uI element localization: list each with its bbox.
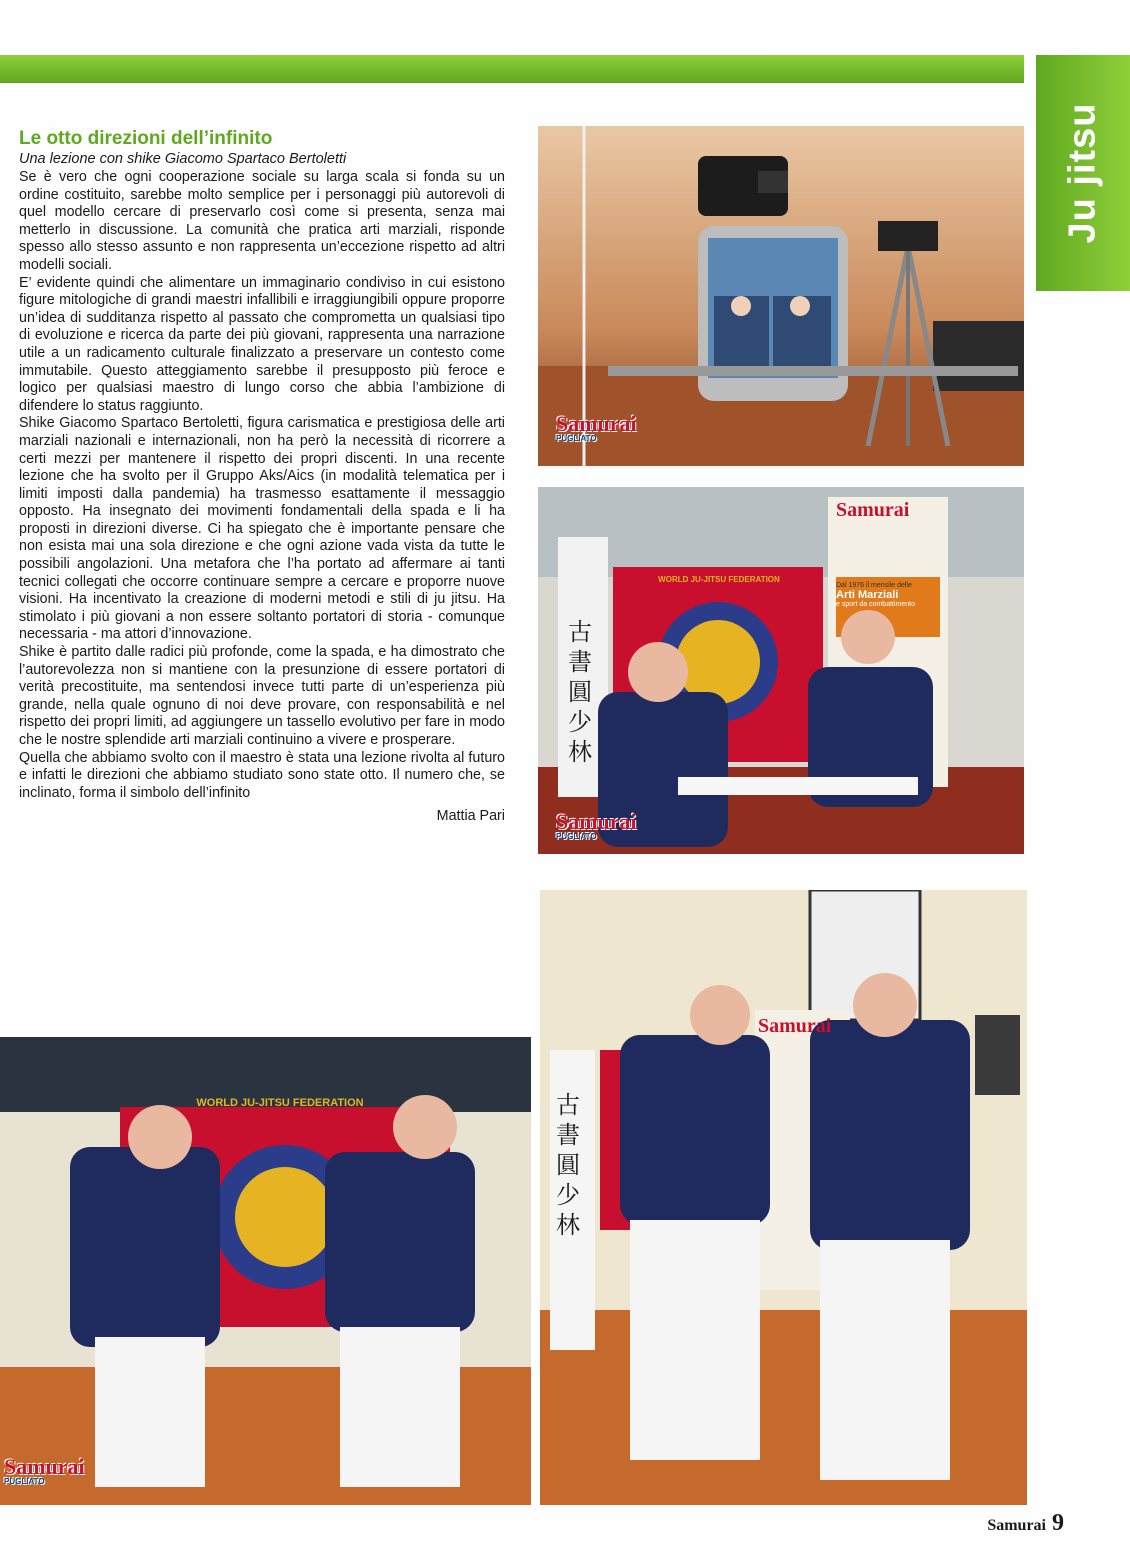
article-author: Mattia Pari xyxy=(436,808,505,825)
top-color-bar xyxy=(0,55,1024,83)
section-tab xyxy=(1036,55,1130,291)
banner-line3: e sport da combattimento xyxy=(836,601,915,608)
footer-magazine: Samurai xyxy=(987,1517,1046,1534)
photo-demonstration-right xyxy=(540,890,1027,1505)
watermark-text: Samurai xyxy=(4,1454,85,1479)
banner-brand: Samurai xyxy=(836,499,910,521)
article-title: Le otto direzioni dell’infinito xyxy=(19,128,273,149)
paragraph: Shike è partito dalle radici più profonde, come la spada, e ha dimostrato che l’autorevolezza non si mantiene con la presunzione di essere portatori di verità precostituite, ma sentendosi invece tutti parte di un’esperienza più grande, nella quale ognuno di noi deve provare, con responsabilità e nel rispetto dei propri limiti, ad aggiungere un tassello evolutivo per fare in modo che le nostre splendide arti marziali continuino a vivere e prosperare. xyxy=(19,644,505,748)
photo-watermark xyxy=(556,411,637,443)
promo-banner xyxy=(836,499,948,608)
kanji-banner: 古書圓少林 xyxy=(556,1091,580,1239)
paragraph: Se è vero che ogni cooperazione sociale su larga scala si fonda su un ordine costituito, sarebbe molto semplice per i personaggi più autorevoli di quel modello cercare di preservarlo così come si presenta, senza mai metterlo in discussione. La comunità che pratica arti marziali, risponde spesso allo stesso assunto e non rappresenta un’eccezione rispetto ad altri modelli sociali. xyxy=(19,169,505,273)
watermark-text: Samurai xyxy=(556,809,637,834)
article-subtitle: Una lezione con shike Giacomo Spartaco Bertoletti xyxy=(19,151,347,167)
paragraph: Shike Giacomo Spartaco Bertoletti, figura carismatica e prestigiosa delle arti marziali nazionali e internazionali, non ha però la necessità di ricorrere a certi mezzi per mantenere il rispetto dei propri discenti. In una recente lezione che ha svolto per il Gruppo Aks/Aics (in modalità telematica per i limiti imposti dalla pandemia) ha trasmesso esattamente il messaggio opposto. Ha insegnato dei movimenti fondamentali della spada e li ha proposti in direzioni diverse. Ci ha spiegato che è importante pensare che non esista mai una sola direzione e che ogni azione vada vista da tutte le possibili angolazioni. Una metafora che l’ha portato ad affermare ai tanti tecnici collegati che occorre continuare sempre a cercare e proporre nuove visioni. Ha incentivato la creazione di moderni metodi e stili di ju jitsu. Ha stimolato i più giovani a non essere soltanto portatori di storia - comunque necessaria - ma attori d’innovazione. xyxy=(19,415,505,643)
banner-brand: Samurai xyxy=(758,1015,832,1037)
section-tab-label: Ju jitsu xyxy=(1061,102,1104,244)
flag-text: WORLD JU-JITSU FEDERATION xyxy=(196,1097,364,1109)
watermark-text: Samurai xyxy=(556,411,637,436)
page-footer xyxy=(987,1510,1064,1537)
paragraph: Quella che abbiamo svolto con il maestro è stata una lezione rivolta al futuro e infatti le direzioni che abbiamo studiato sono state otto. Il numero che, se inclinato, forma il simbolo dell’infinito xyxy=(19,749,505,801)
flag-text: WORLD JU-JITSU FEDERATION xyxy=(658,575,780,584)
photo-video-setup xyxy=(538,126,1024,466)
watermark-tag: PUGLIATO xyxy=(4,1477,45,1486)
page-number: 9 xyxy=(1052,1510,1064,1536)
photo-watermark xyxy=(4,1454,85,1486)
article-body xyxy=(19,169,505,802)
banner-line1: Dal 1976 il mensile delle xyxy=(836,582,912,589)
paragraph: E’ evidente quindi che alimentare un immaginario condiviso in cui esistono figure mitologiche di grandi maestri infallibili e irraggiungibili oppure proporre un’idea di sudditanza rispetto al passato che comprometta un qualsiasi tipo di evoluzione e ricerca da parte dei più giovani, rappresenta una narrazione utile a un radicamento culturale finalizzato a preservare un contesto come immutabile. Questo atteggiamento sarebbe il presupposto più feroce e logico per qualsiasi maestro di lungo corso che abbia l’ambizione di difendere lo status raggiunto. xyxy=(19,274,505,414)
banner-line2: Arti Marziali xyxy=(836,589,899,601)
watermark-tag: PUGLIATO xyxy=(556,434,597,443)
photo-seated-masters xyxy=(538,487,1024,854)
kanji-banner: 古書圓少林 xyxy=(568,618,592,766)
photo-demonstration-left xyxy=(0,1037,531,1505)
article xyxy=(19,128,505,828)
photo-watermark xyxy=(556,809,637,841)
watermark-tag: PUGLIATO xyxy=(556,832,597,841)
